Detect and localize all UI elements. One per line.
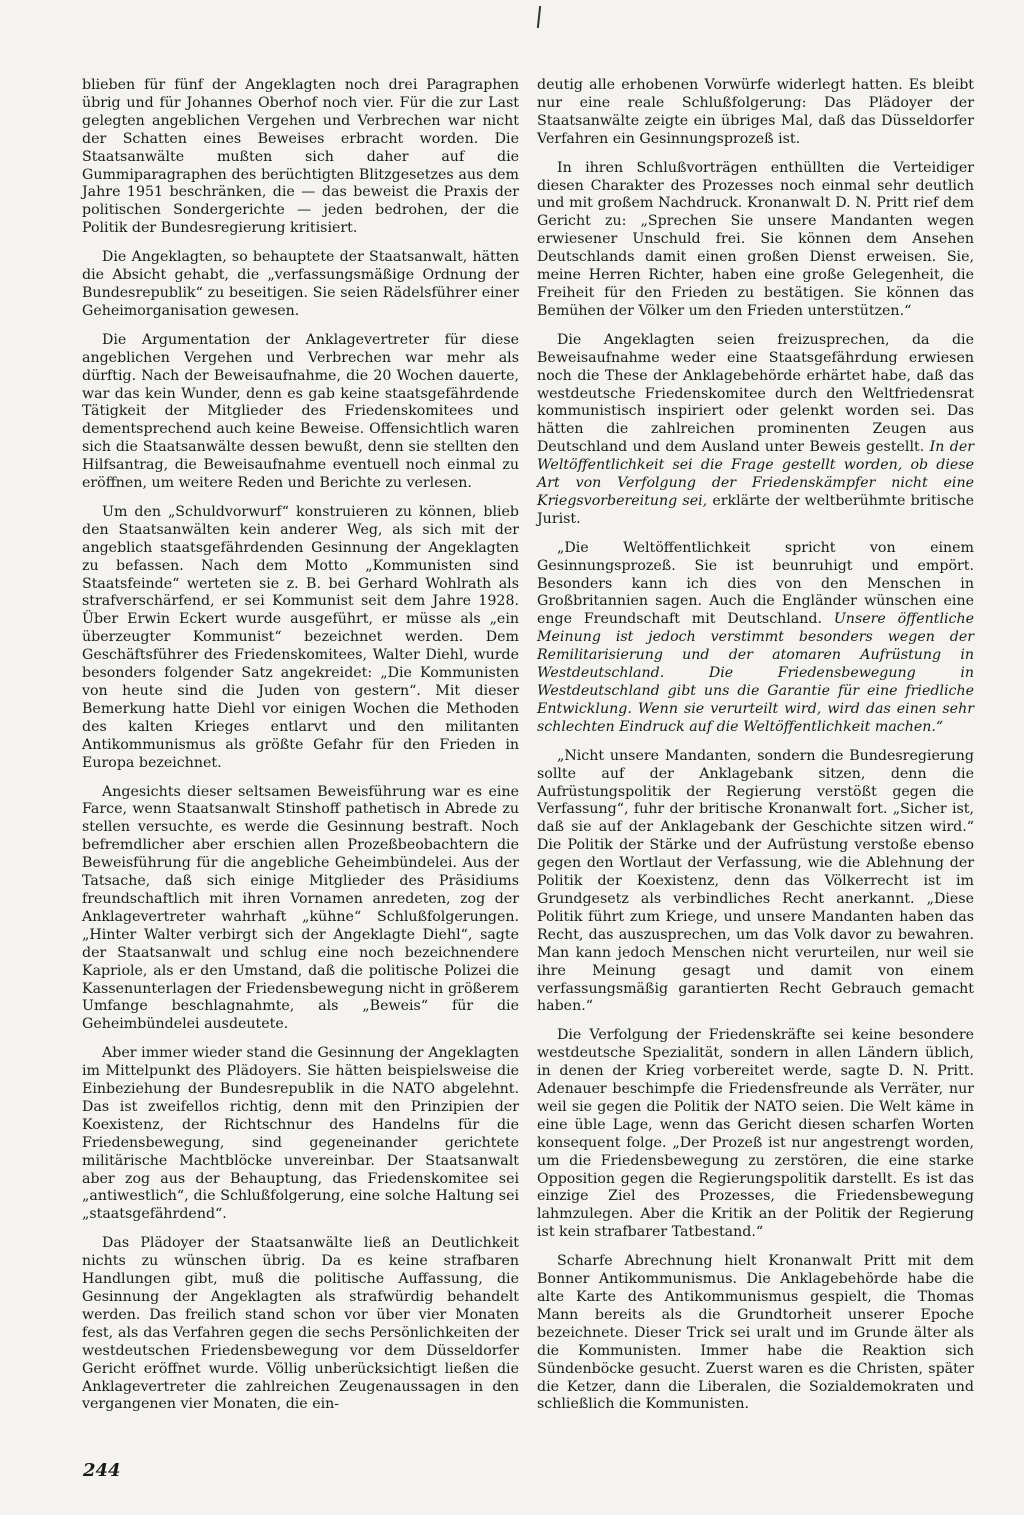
paragraph: Die Argumentation der Anklagevertreter für diese angeblichen Vergehen und Verbrechen war mehr als dürftig. Nach der Beweisaufnahme, die 20 Wochen dauerte, war das kein Wunder, denn es gab keine staatsgefährdende Tätigkeit der Mitglieder des Friedenskomitees und dementsprechend auch keine Beweise. Offensichtlich waren sich die Staatsanwälte dessen bewußt, denn sie stellten den Hilfsantrag, die Beweisaufnahme eventuell noch einmal zu eröffnen, um weitere Reden und Berichte zu verlesen. <box>82 331 519 492</box>
page-body <box>82 77 974 1457</box>
paragraph: Die Angeklagten, so behauptete der Staatsanwalt, hätten die Absicht gehabt, die „verfassungsmäßige Ordnung der Bundesrepublik“ zu beseitigen. Sie seien Rädelsführer einer Geheimorganisation gewesen. <box>82 249 519 319</box>
paragraph: In ihren Schlußvorträgen enthüllten die Verteidiger diesen Charakter des Prozesses noch einmal sehr deutlich und mit großem Nachdruck. Kronanwalt D. N. Pritt rief dem Gericht zu: „Sprechen Sie unsere Mandanten wegen erwiesener Unschuld frei. Sie können dem Ansehen Deutschlands damit einen großen Dienst erweisen. Sie, meine Herren Richter, haben eine große Gelegenheit, die Freiheit für den Frieden zu bestätigen. Sie können das Bemühen der Völker um den Frieden unterstützen.“ <box>537 159 974 319</box>
text-run: erklärte der weltberühmte britische Jurist. <box>537 492 974 527</box>
paragraph: blieben für fünf der Angeklagten noch drei Paragraphen übrig und für Johannes Oberhof noch vier. Für die zur Last gelegten angeblichen Vergehen und Verbrechen war nicht der Schatten eines Beweises erbracht worden. Die Staatsanwälte mußten sich daher auf die Gummiparagraphen des berüchtigten Blitzgesetzes aus dem Jahre 1951 beschränken, die — das beweist die Praxis der politischen Sondergerichte — jeden bedrohen, der die Politik der Bundesregierung kritisiert. <box>82 77 519 237</box>
paragraph: deutig alle erhobenen Vorwürfe widerlegt hatten. Es bleibt nur eine reale Schlußfolgerung: Das Plädoyer der Staatsanwälte zeigte ein übriges Mal, daß das Düsseldorfer Verfahren ein Gesinnungsprozeß ist. <box>537 77 974 147</box>
paragraph: Scharfe Abrechnung hielt Kronanwalt Pritt mit dem Bonner Antikommunismus. Die Anklagebehörde habe die alte Karte des Antikommunismus gespielt, die Thomas Mann bereits als die Grundtorheit unserer Epoche bezeichnete. Dieser Trick sei uralt und im Grunde älter als die Kommunisten. Immer habe die Reaktion sich Sündenböcke gesucht. Zuerst waren es die Christen, später die Ketzer, dann die Liberalen, die Sozialdemokraten und schließlich die Kommunisten. <box>537 1253 974 1413</box>
paragraph: Um den „Schuldvorwurf“ konstruieren zu können, blieb den Staatsanwälten kein anderer Weg, als sich mit der angeblich staatsgefährdenden Gesinnung der Angeklagten zu befassen. Nach dem Motto „Kommunisten sind Staatsfeinde“ werteten sie z. B. bei Gerhard Wohlrath als strafverschärfend, er sei Kommunist seit dem Jahre 1928. Über Erwin Eckert wurde ausgeführt, er müsse als „ein überzeugter Kommunist“ bezeichnet werden. Dem Geschäftsführer des Friedenskomitees, Walter Diehl, wurde besonders folgender Satz angekreidet: „Die Kommunisten von heute sind die Juden von gestern“. Mit dieser Bemerkung hatte Diehl vor einigen Wochen die Methoden des kalten Krieges entlarvt und den militanten Antikommunismus als größte Gefahr für den Frieden in Europa bezeichnet. <box>82 503 519 771</box>
text-run: Die Angeklagten seien freizusprechen, da die Beweisaufnahme weder eine Staatsgefährdung erwiesen noch die These der Anklagebehörde erhärtet habe, daß das westdeutsche Friedenskomitee durch den Weltfriedensrat kommunistisch inspiriert oder gelenkt worden sei. Das hätten die zahlreichen prominenten Zeugen aus Deutschland und dem Ausland unter Beweis gestellt. <box>537 331 974 456</box>
text-run: „Die Weltöffentlichkeit spricht von einem Gesinnungsprozeß. Sie ist beunruhigt und empört. Besonders kann ich dies von den Menschen in Großbritannien sagen. Auch die Engländer wünschen eine enge Freundschaft mit Deutschland. <box>537 539 974 628</box>
right-column <box>537 77 974 1457</box>
margin-pen-mark <box>537 6 541 28</box>
page-number: 244 <box>83 1460 121 1481</box>
italic-quote: In der Weltöffentlichkeit sei die Frage gestellt worden, ob diese Art von Verfolgung der Friedenskämpfer nicht eine Kriegsvorbereitung sei, <box>537 439 975 509</box>
paragraph: Das Plädoyer der Staatsanwälte ließ an Deutlichkeit nichts zu wünschen übrig. Da es keine strafbaren Handlungen gibt, muß die politische Auffassung, die Gesinnung der Angeklagten als strafwürdig behandelt werden. Das freilich stand schon vor über vier Monaten fest, als das Verfahren gegen die sechs Persönlichkeiten der westdeutschen Friedensbewegung vor dem Düsseldorfer Gericht eröffnet wurde. Völlig unberücksichtigt ließen die Anklagevertreter die zahlreichen Zeugenaussagen in den vergangenen vier Monaten, die ein- <box>82 1235 519 1413</box>
paragraph <box>537 540 974 737</box>
paragraph: Die Verfolgung der Friedenskräfte sei keine besondere westdeutsche Spezialität, sondern in allen Ländern üblich, in denen der Krieg vorbereitet werde, sagte D. N. Pritt. Adenauer beschimpfe die Friedensfreunde als Verräter, nur weil sie gegen die Politik der NATO seien. Die Welt käme in eine üble Lage, wenn das Gericht diesen scharfen Worten konsequent folge. „Der Prozeß ist nur angestrengt worden, um die Friedensbewegung zu zerstören, die eine starke Opposition gegen die Regierungspolitik darstellt. Es ist das einzige Ziel des Prozesses, die Friedensbewegung lahmzulegen. Aber die Kritik an der Politik der Regierung ist kein strafbarer Tatbestand.“ <box>537 1027 974 1241</box>
left-column <box>82 77 519 1457</box>
paragraph: Aber immer wieder stand die Gesinnung der Angeklagten im Mittelpunkt des Plädoyers. Sie hätten beispielsweise die Einbeziehung der Bundesrepublik in die NATO abgelehnt. Das ist zweifellos richtig, denn mit den Prinzipien der Koexistenz, der Richtschnur des Handelns für die Friedensbewegung, sind gegeneinander gerichtete militärische Machtblöcke unvereinbar. Der Staatsanwalt aber zog aus der Behauptung, das Friedenskomitee sei „antiwestlich“, die Schlußfolgerung, eine solche Haltung sei „staatsgefährdend“. <box>82 1045 519 1223</box>
paragraph: Angesichts dieser seltsamen Beweisführung war es eine Farce, wenn Staatsanwalt Stinshoff pathetisch in Abrede zu stellen versuchte, es werde die Gesinnung bestraft. Noch befremdlicher aber erschien allen Prozeßbeobachtern die Beweisführung für die angebliche Geheimbündelei. Aus der Tatsache, daß sich einige Mitglieder des Präsidiums freundschaftlich mit ihren Vornamen anredeten, zog der Anklagevertreter wahrhaft „kühne“ Schlußfolgerungen. „Hinter Walter verbirgt sich der Angeklagte Diehl“, sagte der Staatsanwalt und schlug eine noch bezeichnendere Kapriole, als er den Umstand, daß die politische Polizei die Kassenunterlagen der Friedensbewegung nicht in größerem Umfange beschlagnahmte, als „Beweis“ für die Geheimbündelei ausdeutete. <box>82 783 519 1033</box>
paragraph: „Nicht unsere Mandanten, sondern die Bundesregierung sollte auf der Anklagebank sitzen, denn die Aufrüstungspolitik der Regierung verstößt gegen die Verfassung“, fuhr der britische Kronanwalt fort. „Sicher ist, daß sie auf der Anklagebank der Geschichte sitzen wird.“ Die Politik der Stärke und der Aufrüstung verstoße ebenso gegen den Wortlaut der Verfassung, wie die Ablehnung der Politik der Koexistenz, denn das Völkerrecht ist im Grundgesetz als verbindliches Recht anerkannt. „Diese Politik führt zum Kriege, und unsere Mandanten haben das Recht, das auszusprechen, um das Volk davor zu bewahren. Man kann jedoch Menschen nicht verurteilen, nur weil sie ihre Meinung gesagt und damit von einem verfassungsmäßig garantierten Recht Gebrauch gemacht haben.“ <box>537 747 974 1015</box>
italic-quote: Unsere öffentliche Meinung ist jedoch verstimmt besonders wegen der Remilitarisierung und der atomaren Aufrüstung in Westdeutschland. Die Friedensbewegung in Westdeutschland gibt uns die Garantie für eine friedliche Entwicklung. Wenn sie verurteilt wird, wird das einen sehr schlechten Eindruck auf die Weltöffentlichkeit machen.“ <box>537 611 974 735</box>
paragraph <box>537 332 974 529</box>
